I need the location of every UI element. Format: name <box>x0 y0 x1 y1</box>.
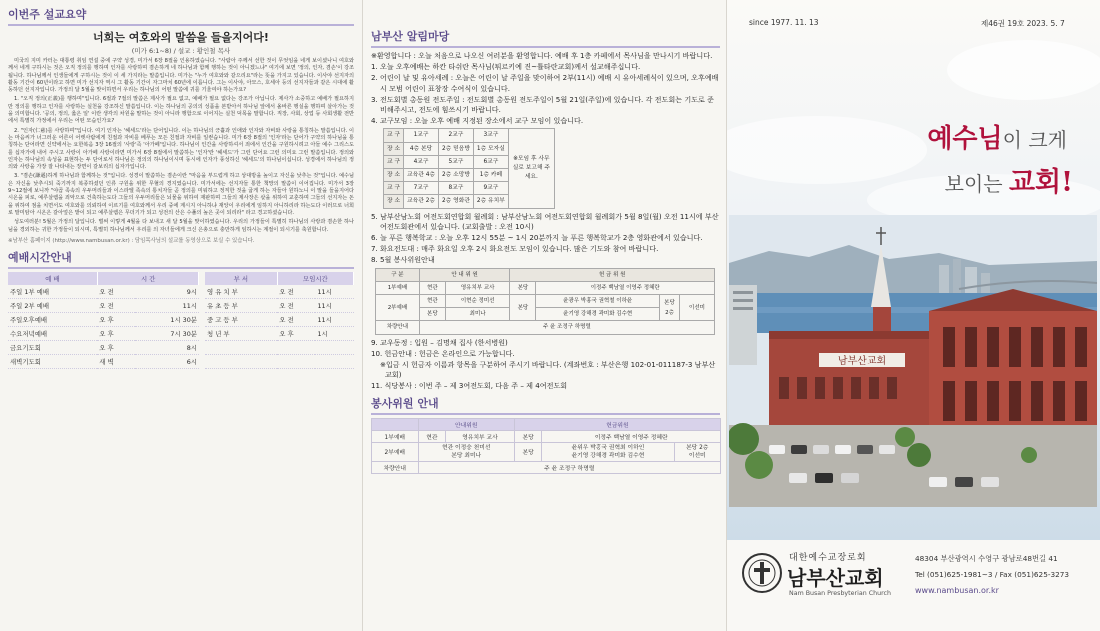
table-cell: 영유치부 교사 <box>446 430 515 442</box>
table-cell <box>542 442 674 461</box>
table-row <box>376 268 715 281</box>
table-cell: 주일 2부 예배 <box>8 298 97 312</box>
table-cell: 현관 <box>418 430 446 442</box>
table-cell: 최미나 <box>445 308 509 321</box>
table-cell: 주 윤 조정구 하명렬 <box>419 321 714 334</box>
table-row <box>372 418 721 430</box>
cover-column <box>726 0 1100 631</box>
table-header: 예 배 <box>8 272 97 285</box>
table-cell: 오 전 <box>277 298 315 312</box>
table-cell-line: 이선미 <box>688 452 706 459</box>
table-cell: 주 윤 조정구 하명렬 <box>418 461 720 473</box>
table-row <box>376 295 715 308</box>
table-cell: 오 전 <box>97 298 135 312</box>
table-cell: 2부예배 <box>372 442 419 461</box>
table-cell: 1교구 <box>404 129 439 142</box>
table-cell: 이현순 정미선 <box>445 295 509 308</box>
table-cell: 9시 <box>135 285 199 299</box>
table-cell: 1시 <box>315 326 353 340</box>
table-cell: 교 구 <box>384 182 404 195</box>
table-row <box>372 461 721 473</box>
table-cell-line: 현관 이정숭 천미선 <box>441 444 491 451</box>
table-cell: 7시 30분 <box>135 326 199 340</box>
table-cell: 헌금위원 <box>514 418 720 430</box>
table-cell: 2교구 <box>438 129 473 142</box>
table-cell: 안 내 위 원 <box>419 268 510 281</box>
table-cell: 11시 <box>135 298 199 312</box>
table-cell: 헌 금 위 원 <box>510 268 715 281</box>
table-cell: 본당 <box>510 281 536 294</box>
list-item: 11. 식당봉사 : 이번 주 – 제 3여전도회, 다음 주 – 제 4여전도회 <box>371 381 568 391</box>
table-cell: 본당 <box>510 295 536 321</box>
table-cell: 8시 <box>135 340 199 354</box>
table-header: 모임시간 <box>277 272 353 285</box>
list-item: ※입금 시 헌금자 이름과 항목을 구분하여 주시기 바랍니다. (계좌번호 : 부산은행 102-01-011187-3 남부산교회) <box>380 360 716 380</box>
table-cell: 6교구 <box>473 155 508 168</box>
sermon-paragraph: 2. "인자(仁慈)를 사랑하며"입니다. 여기 인자는 '헤세드'라는 단어입니다. 이는 하나님의 긍휼과 인애와 인자와 자비와 사랑을 통칭하는 말씀입니다. 이는 마음씨가 너그러운 어른이 어렛사람에게 친절과 자비를 베푸는 모든 친절과 자비를 일컫습니다. 미가 6장 8절의 '인자'라는 단어가 구약의 하나님을 통칭하는 단어라면 신약에서는 요한복음 3장 16절의 '사랑'즉 '아가페'입니다. 하나님이 인간을 사랑하셔서 죄에서 인간을 구원하시려고 아들 예수 그리스도를 십자가에 내어 주시고 사랑이 아가페 사랑이라면 미가서 6장 8절에서 말씀하는 '인자'란 '헤세드'가 그런 단어요 그런 의미요 그런 말씀입니다. 정의와 인자는 하나님의 속성을 표현하는 두 단어로서 하나님은 정의의 하나님이시며 동시에 인자가 풍성하신 '헤세드'의 하나님이십니다. 성경에서 하나님의 정의와 사랑을 가장 잘 나타내는 장면이 갈보리의 십자가입니다. <box>8 127 354 171</box>
table-cell-line: 윤기영 강해경 곽미화 김수현 <box>571 452 645 459</box>
church-website[interactable]: www.nambusan.or.kr <box>915 586 999 595</box>
table-cell: 9교구 <box>473 182 508 195</box>
table-cell: 1시 30분 <box>135 312 199 326</box>
table-cell: 새벽기도회 <box>8 354 97 368</box>
table-cell: 11시 <box>315 285 353 299</box>
table-cell: 현관 <box>419 295 445 308</box>
table-cell: 교 구 <box>384 155 404 168</box>
sermon-column <box>0 0 362 631</box>
table-cell: 1부예배 <box>376 281 420 294</box>
table-cell: 새 벽 <box>97 354 135 368</box>
church-english-name: Nam Busan Presbyterian Church <box>789 590 891 597</box>
headline-word: 보이는 <box>944 172 1009 196</box>
table-cell: 11시 <box>315 312 353 326</box>
volunteer-guide-table <box>371 418 721 474</box>
headline-word: 이 크게 <box>1002 128 1067 152</box>
sermon-title: 너희는 여호와의 말씀을 들을지어다! <box>93 31 269 44</box>
table-cell: 본당 <box>514 430 542 442</box>
table-cell: 중 고 등 부 <box>205 312 277 326</box>
table-row <box>376 321 715 334</box>
table-cell: 1층 모자실 <box>473 142 508 155</box>
table-cell: 본당 <box>514 442 542 461</box>
table-cell: 이선미 <box>680 295 715 321</box>
list-item: 7. 화요전도대 : 매주 화요일 오후 2시 화요전도 모임이 있습니다. 많은 기도와 참여 바랍니다. <box>371 244 659 254</box>
headline-word: 예수님 <box>927 124 1003 154</box>
table-row <box>8 298 354 312</box>
church-address: 48304 부산광역시 수영구 광남로48번길 41 <box>915 554 1058 563</box>
table-cell: 11시 <box>315 298 353 312</box>
table-cell: 2부예배 <box>376 295 420 321</box>
denomination-name: 대한예수교장로회 <box>789 553 867 563</box>
worship-times-table <box>8 272 354 369</box>
sermon-paragraph: 3. "겸손(謙遜)하게 하나님과 함께하는 것"입니다. 성경이 말씀하는 겸손이란 "마음을 부드럽게 하고 상대방을 높이고 자신을 낮추는 것"입니다. 예수님은 자신을 낮추시되 죽기까지 복종하셨던 인류 구원을 위한 무혈의 경지였습니다. 미가서에는 선지자들 통한 책망의 말씀이 이어집니다. 미가서 3장 9~12절에 보니까 "야곱 족속의 우두머리들과 이스라엘 족속의 통치자들 곧 정의를 미워하고 정직한 것을 굽게 하는 자들아 원하노니 이 말을 들을지어다 시온을 피로, 예루살렘을 죄악으로 건축하는도다 그들의 우두머리들은 뇌물을 위하여 재판하며 그들의 제사장은 삯을 위하여 교훈하며 그들의 선지자는 돈을 위하여 점을 치면서도 여호와를 의뢰하여 이르기를 여호와께서 우리 중에 계시지 아니하냐 재앙이 우리에게 임하지 아니하리라 하는도다 이러므로 너희로 말미암아 시온은 갈아엎은 밭이 되고 예루살렘은 무더기가 되고 성전의 산은 수풀의 높은 곳이 되리라" 라고 경고하셨습니다. <box>8 173 354 216</box>
list-item: 10. 헌금안내 : 헌금은 온라인으로 가능합니다. <box>371 348 515 358</box>
table-cell: 윤기영 강해경 곽미화 김수현 <box>536 308 660 321</box>
table-cell-line: 본당 최미나 <box>451 452 482 459</box>
table-cell: 오 후 <box>277 326 315 340</box>
sermon-paragraph: 1. "오직 정의(正義)를 행하며"입니다. 6절과 7절의 말씀은 제사가 필요 없고, 예배가 필요 없다는 강조가 아닙니다. 제사가 소중하고 예배가 필요하지만 정의를 행하고 인자를 사랑하는 실천을 강조하신 말씀입니다. 이는 하나님의 공의의 성품을 본받아서 하나님 앞에서 올바른 행실을 행하며 살아가는 것을 의미합니다. '공의, 정의, 옳은 일' 이란 생각의 차원을 말하는 것이 아니라 행함으로 이어지는 실천 덕목을 말합니다. 직장, 사회, 상업 등 사회생활 전반에서 특별히 가정에서 우리는 어떤 모습인가요? <box>8 96 354 125</box>
table-row <box>8 326 354 340</box>
table-cell: 본당 <box>419 308 445 321</box>
group-meeting-table <box>383 128 555 208</box>
table-cell: 4층 본당 <box>404 142 439 155</box>
table-cell: 청 년 부 <box>205 326 277 340</box>
church-phone: Tel (051)625-1981~3 / Fax (051)625-3273 <box>915 570 1070 579</box>
table-cell: 4교구 <box>404 155 439 168</box>
table-cell: 1층 카페 <box>473 169 508 182</box>
table-row <box>8 340 354 354</box>
sermon-paragraph: 미국의 지미 카터는 대통령 취임 연설 중에 구약 성경, 미가서 6장 8절을 인용하였습니다. "사람아 주께서 선한 것이 무엇임을 네게 보이셨나니 여호와께서 네게 구하시는 것은 오직 정의를 행하며 인자를 사랑하며 겸손하게 네 하나님과 함께 행하는 것이 아니겠느냐" 여기에 보면 '정의, 인자, 겸손'이 강조됩니다. 하나님께서 인생들에게 구하시는 것이 이 세 가지라는 말씀입니다. 미가는 "누가 여호와와 같으리요"라는 뜻을 가지고 있습니다. 이사야 선지자의 활동 기간이 60년이라고 하면 미가 선지자 역시 그 활동 기간이 자그마치 60년에 이릅니다. 그는 이사야, 아모스, 호세아 등의 선지자들과 같은 시대에 활동하던 선지자입니다. 가정의 달 5월을 맞이하면서 우리는 하나님의 어떤 말씀에 귀를 기울여야 하는가요? <box>8 58 354 94</box>
announcement-list <box>371 51 720 392</box>
list-item: 2. 어린이 날 및 유아세례 : 오늘은 어린이 날 주일을 맞이하여 2부(11시) 예배 시 유아세례식이 있으며, 오후예배 시 모범 어린이 표창장 수여식이 있습니다. <box>371 73 719 93</box>
table-cell: 본당 2층 <box>660 295 680 321</box>
worship-section-header: 예배시간안내 <box>8 249 354 269</box>
table-header-row <box>8 272 354 285</box>
table-cell: 2층 영화관 <box>438 195 473 208</box>
table-cell: 오 전 <box>97 285 135 299</box>
table-cell: 오 후 <box>97 312 135 326</box>
list-item: 1. 오늘 오후예배는 하칸 타쉬란 목사님(튀르키예 진~튤타란교회)께서 설교해주십니다. <box>371 62 641 72</box>
church-footer <box>727 540 1100 631</box>
table-cell: 차량안내 <box>376 321 420 334</box>
table-header: 시 간 <box>97 272 199 285</box>
table-cell: 2층 유치부 <box>473 195 508 208</box>
list-item: 3. 전도회별 총동원 전도주일 : 전도회별 총동원 전도주일이 5월 21일(주일)에 있습니다. 각 전도회는 기도로 준비해주시고, 전도에 힘쓰시기 바랍니다. <box>371 94 715 115</box>
table-cell: 2층 소망방 <box>438 169 473 182</box>
sermon-paragraph: 성도여러분! 5월은 가정의 달입니다. 벌써 이렇게 4월을 다 보내고 새 달 5월을 맞이하였습니다. 우리의 가정들이 특별히 하나님의 사랑과 겸손한 하나님을 경외하는 귀한 가정들이 되시며, 특별히 하나님께서 우리를 의 자녀들에게 크신 은총으로 충만하게 임하시는 계절이 되시기를 축원합니다. <box>8 219 354 233</box>
headline-line-1 <box>767 118 1067 155</box>
table-cell: 오 후 <box>97 340 135 354</box>
list-item: 9. 교우동정 : 입원 – 김명채 집사 (한서병원) <box>371 337 508 347</box>
table-cell: 영유치부 교사 <box>445 281 509 294</box>
table-row <box>376 281 715 294</box>
table-cell: 안내위원 <box>418 418 514 430</box>
homepage-note: ※남부산 홈페이지 (http://www.nambusan.or.kr) : 담임목사님의 설교를 동영상으로 보실 수 있습니다. <box>8 237 255 244</box>
headline-word: 교회! <box>1008 167 1073 198</box>
table-cell: 5교구 <box>438 155 473 168</box>
announcement-section-header: 남부산 알림마당 <box>371 28 720 48</box>
table-cell: 교 구 <box>384 129 404 142</box>
table-row <box>8 354 354 368</box>
table-cell: 주일 1부 예배 <box>8 285 97 299</box>
table-cell: 8교구 <box>438 182 473 195</box>
church-logo-icon <box>741 552 783 594</box>
list-item: 8. 5월 봉사위원안내 <box>371 255 435 265</box>
table-cell: 수요저녁예배 <box>8 326 97 340</box>
table-row <box>372 442 721 461</box>
since-date: since 1977. 11. 13 <box>749 18 819 27</box>
table-cell: 장 소 <box>384 195 404 208</box>
table-cell-line: 본당 2층 <box>686 444 709 451</box>
table-cell <box>418 442 514 461</box>
church-sign: 남부산교회 <box>837 356 887 367</box>
table-cell: 윤광우 박홍국 권혁철 이하윤 <box>536 295 660 308</box>
table-cell: 장 소 <box>384 169 404 182</box>
table-cell: 장 소 <box>384 142 404 155</box>
headline-line-2 <box>767 160 1073 199</box>
table-cell: 차량안내 <box>372 461 419 473</box>
table-cell <box>674 442 721 461</box>
table-cell-line: 윤위우 박홍국 권혁최 이하인 <box>571 444 645 451</box>
table-row <box>8 285 354 299</box>
table-cell: 1부예배 <box>372 430 419 442</box>
table-cell: 오 전 <box>277 312 315 326</box>
table-cell: 3교구 <box>473 129 508 142</box>
table-cell: 현관 <box>419 281 445 294</box>
issue-number: 제46권 19호 2023. 5. 7 <box>981 19 1065 28</box>
sermon-section-header: 이번주 설교요약 <box>8 6 354 26</box>
table-cell: 교육관 4층 <box>404 169 439 182</box>
table-header: 부 서 <box>205 272 277 285</box>
announcement-column <box>362 0 726 631</box>
table-cell: 2층 믿음방 <box>438 142 473 155</box>
church-name: 남부산교회 <box>787 566 884 590</box>
table-cell: 이정주 백남열 이영주 정혜란 <box>536 281 715 294</box>
table-row <box>372 430 721 442</box>
table-cell: 영 유 치 부 <box>205 285 277 299</box>
table-row <box>8 312 354 326</box>
volunteer-section-header: 봉사위원 안내 <box>371 395 720 415</box>
table-cell: 6시 <box>135 354 199 368</box>
table-cell: 유 초 등 부 <box>205 298 277 312</box>
list-item: 5. 남부산남노회 여전도회연합회 월례회 : 남부산남노회 여전도회연합회 월례회가 5월 8일(월) 오전 11시에 부산여전도회관에서 있습니다. (교회출발 : 오전 10시) <box>371 211 719 231</box>
table-cell: 이정주 백남열 이영주 정혜란 <box>542 430 721 442</box>
table-cell: 구 분 <box>376 268 420 281</box>
church-photo <box>729 215 1097 507</box>
table-cell: 오 후 <box>97 326 135 340</box>
list-item: ※환영합니다 : 오늘 처음으로 나오신 여러분을 환영합니다. 예배 후 1층 카페에서 목사님을 만나시기 바랍니다. <box>371 51 713 60</box>
service-volunteer-table <box>375 268 715 335</box>
sermon-reference: (미가 6:1~8) / 설교 : 황인철 목사 <box>131 47 231 55</box>
table-cell: 금요기도회 <box>8 340 97 354</box>
table-cell: 주일오후예배 <box>8 312 97 326</box>
list-item: 6. 늘 푸른 행복학교 : 오늘 오후 12시 55분 ~ 1시 20분까지 늘 푸른 행복학교가 2층 영화관에서 있습니다. <box>371 233 703 243</box>
table-cell: 7교구 <box>404 182 439 195</box>
table-cell: 오 전 <box>277 285 315 299</box>
table-cell: 교육관 2층 <box>404 195 439 208</box>
group-memo: ※모임 후 사무실로 보고해 주세요. <box>508 129 554 208</box>
sermon-body <box>8 58 354 234</box>
list-item: 4. 교구모임 : 오늘 오후 예배 지정된 장소에서 교구 모임이 있습니다. <box>371 116 584 126</box>
table-row <box>384 129 555 142</box>
